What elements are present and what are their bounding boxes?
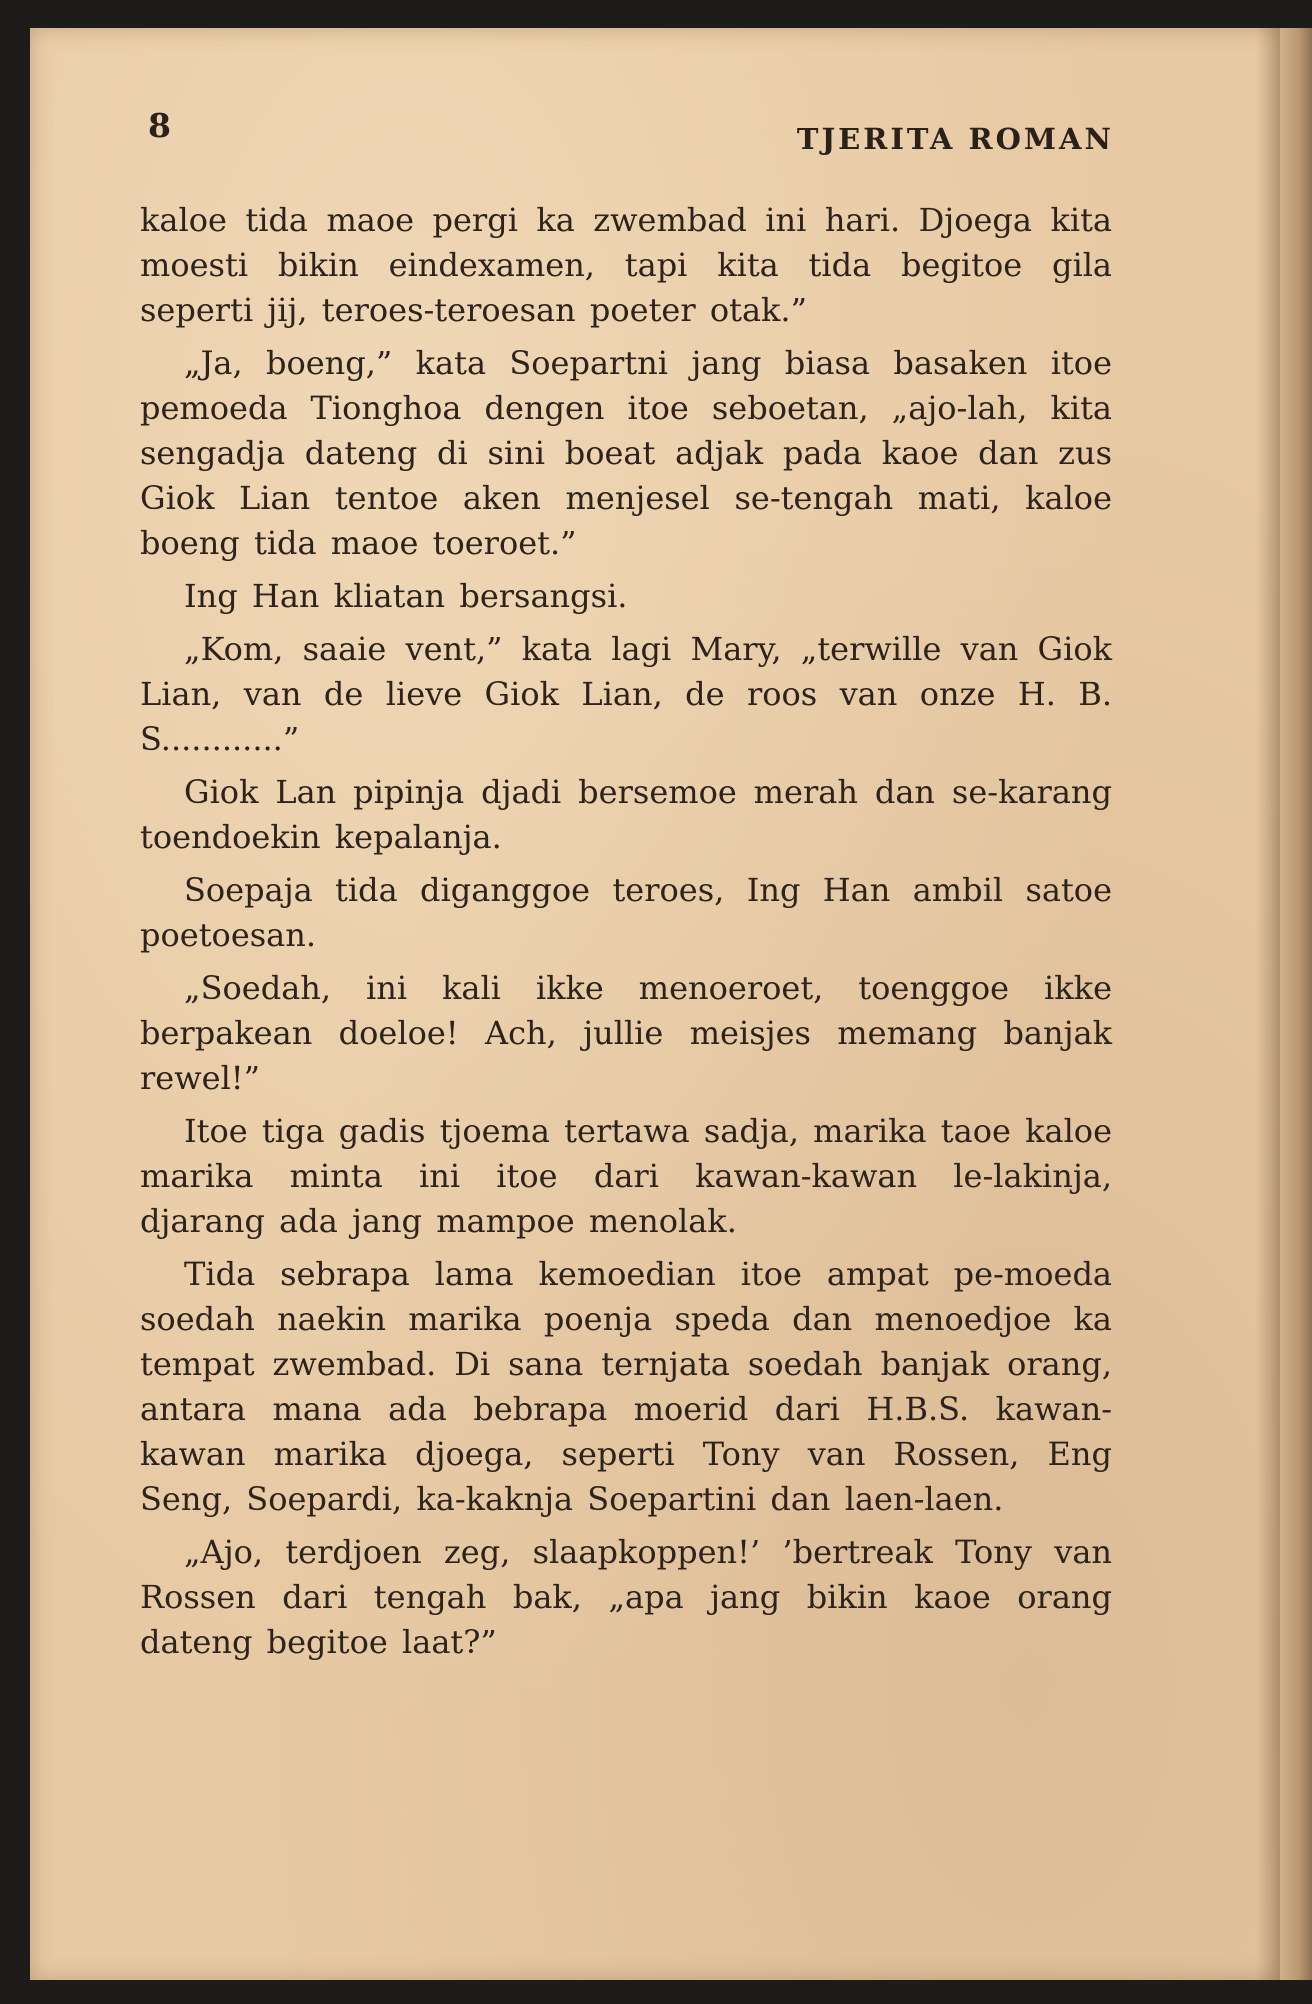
paragraph: Giok Lan pipinja djadi bersemoe merah dan se-karang toendoekin kepalanja. [140, 773, 1112, 856]
paragraph: „Kom, saaie vent,” kata lagi Mary, „terwille van Giok Lian, van de lieve Giok Lian, de roos van onze H. B. S............” [140, 630, 1112, 758]
page-number: 8 [148, 106, 171, 145]
paragraph: Ing Han kliatan bersangsi. [184, 577, 628, 615]
paragraph: Tida sebrapa lama kemoedian itoe ampat pe-moeda soedah naekin marika poenja speda dan menoedjoe ka tempat zwembad. Di sana ternjata soedah banjak orang, antara mana ada bebrapa moerid dari H.B.S. kawan-kawan marika djoega, seperti Tony van Rossen, Eng Seng, Soepardi, ka-kaknja Soepartini dan laen-laen. [140, 1255, 1112, 1518]
paragraph: „Ajo, terdjoen zeg, slaapkoppen!’ ’bertreak Tony van Rossen dari tengah bak, „apa jang bikin kaoe orang dateng begitoe laat?” [140, 1533, 1112, 1661]
running-head: TJERITA ROMAN [796, 122, 1114, 156]
paragraph: Itoe tiga gadis tjoema tertawa sadja, marika taoe kaloe marika minta ini itoe dari kawan-kawan le-lakinja, djarang ada jang mampoe menolak. [140, 1112, 1112, 1240]
page-header [148, 82, 1114, 156]
paragraph: kaloe tida maoe pergi ka zwembad ini hari. Djoega kita moesti bikin eindexamen, tapi kita tida begitoe gila seperti jij, teroes-teroesan poeter otak.” [140, 201, 1112, 329]
paragraph: Soepaja tida diganggoe teroes, Ing Han ambil satoe poetoesan. [140, 871, 1112, 954]
paragraph: „Ja, boeng,” kata Soepartni jang biasa basaken itoe pemoeda Tionghoa dengen itoe seboetan, „ajo-lah, kita sengadja dateng di sini boeat adjak pada kaoe dan zus Giok Lian tentoe aken menjesel se-tengah mati, kaloe boeng tida maoe toeroet.” [140, 344, 1112, 562]
page-edge-shadow [1256, 28, 1280, 1980]
adjacent-page-strip [1280, 28, 1312, 1980]
body-text [140, 198, 1112, 1673]
paragraph: „Soedah, ini kali ikke menoeroet, toenggoe ikke berpakean doeloe! Ach, jullie meisjes memang banjak rewel!” [140, 969, 1112, 1097]
